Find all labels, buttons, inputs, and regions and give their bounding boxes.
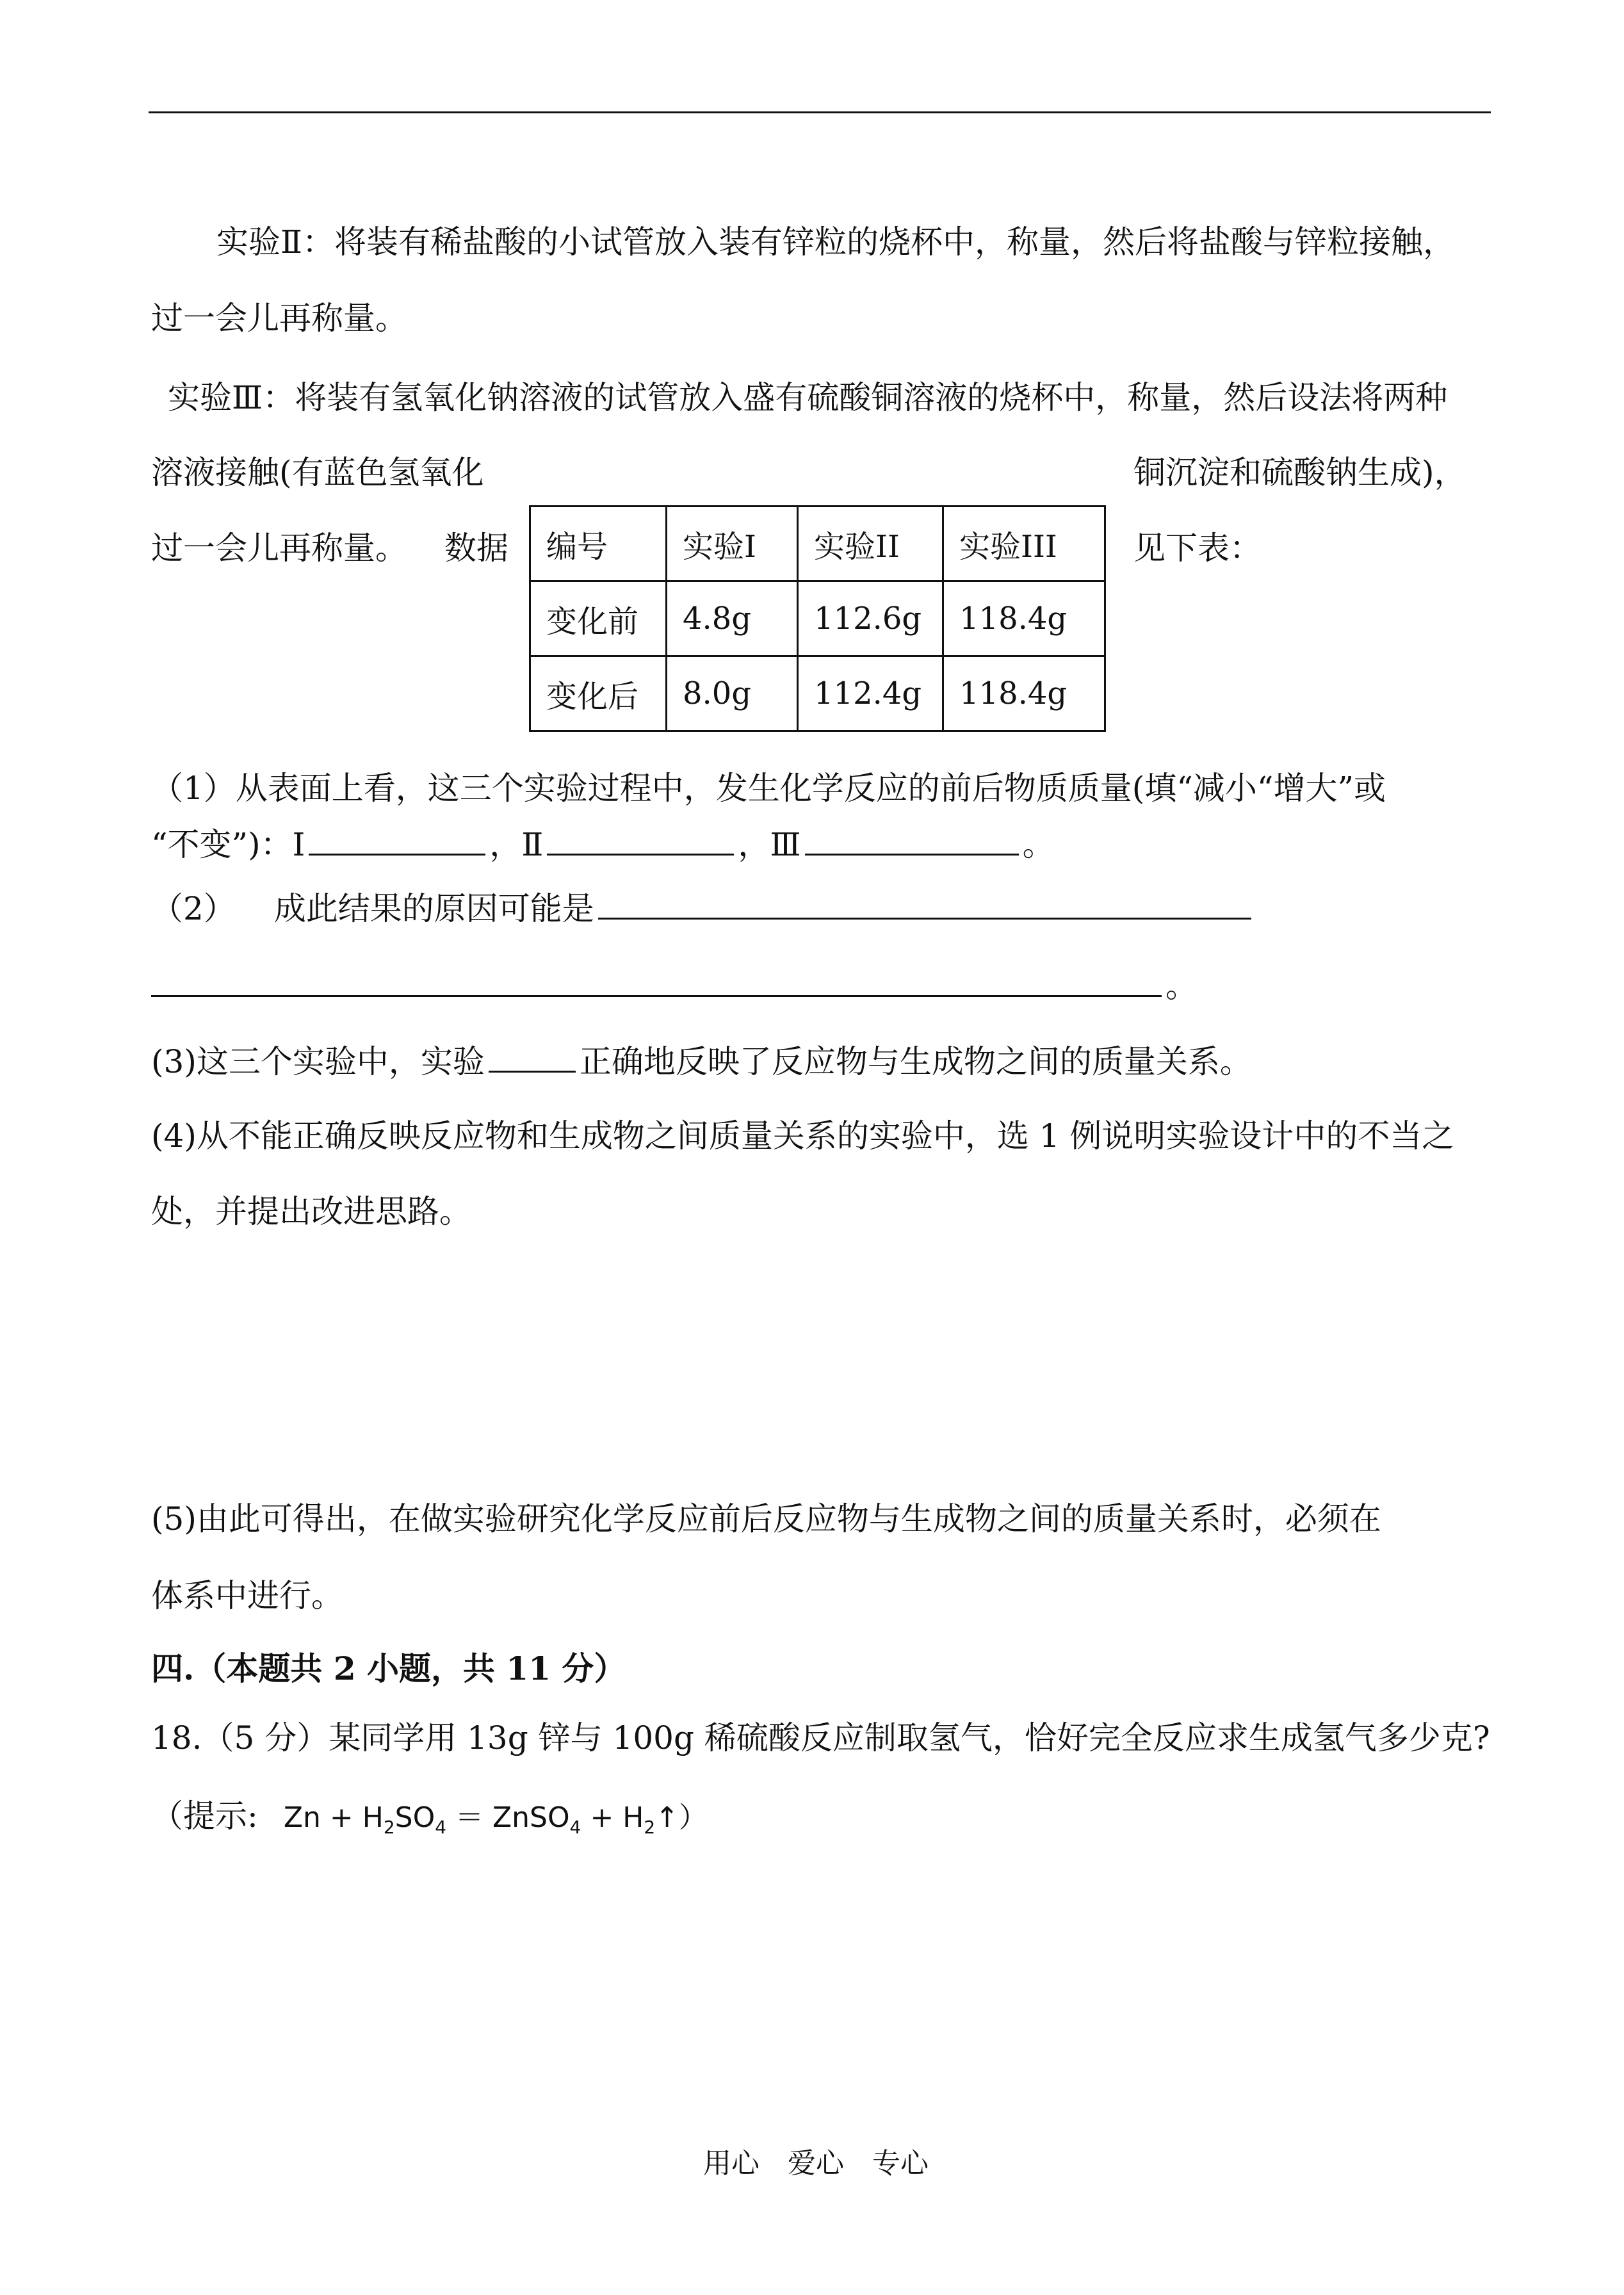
table-header-cell: 实验ⅠⅠ — [798, 507, 943, 581]
exp3-line1: 实验Ⅲ：将装有氢氧化钠溶液的试管放入盛有硫酸铜溶液的烧杯中，称量，然后设法将两种 — [168, 379, 1448, 416]
table-row — [530, 581, 1105, 656]
q3-line — [151, 1042, 1252, 1081]
q1-end-mark: 。 — [1022, 826, 1055, 863]
q2-line1 — [151, 889, 1255, 928]
q1-line1: （1）从表面上看，这三个实验过程中，发生化学反应的前后物质质量(填“减小“增大”或 — [151, 770, 1386, 807]
page-footer: 用心 爱心 专心 — [703, 2147, 929, 2180]
eq-part: ↑） — [655, 1801, 708, 1834]
table-cell: 变化前 — [530, 581, 667, 656]
chemical-equation — [283, 1801, 708, 1838]
eq-part: SO — [394, 1801, 435, 1834]
table-header-cell: 实验Ⅰ — [667, 507, 798, 581]
q1-label-ii: ，Ⅱ — [489, 826, 544, 863]
table-cell: 112.4g — [798, 656, 943, 731]
answer-blank-reason-1[interactable] — [598, 889, 1251, 920]
table-header-cell: 编号 — [530, 507, 667, 581]
table-cell: 112.6g — [798, 581, 943, 656]
q4-line2: 处，并提出改进思路。 — [151, 1193, 471, 1230]
section-4-title: 四.（本题共 2 小题，共 11 分） — [151, 1650, 626, 1687]
table-row — [530, 656, 1105, 731]
exp3-line3-mid: 数据 — [444, 530, 508, 567]
q18-line1: 18.（5 分）某同学用 13g 锌与 100g 稀硫酸反应制取氢气，恰好完全反应求生成氢气多少克? — [151, 1719, 1490, 1756]
eq-part: Zn + H — [283, 1801, 384, 1834]
table-header-row — [530, 507, 1105, 581]
answer-blank-ii[interactable] — [547, 825, 734, 856]
answer-blank-iii[interactable] — [805, 825, 1019, 856]
eq-part: ＝ ZnSO — [446, 1801, 570, 1834]
exp3-line2-right: 铜沉淀和硫酸钠生成)， — [1133, 454, 1466, 491]
eq-subscript: 2 — [383, 1816, 395, 1838]
table-cell: 变化后 — [530, 656, 667, 731]
q18-hint — [151, 1797, 707, 1847]
q1-label-iii: ，Ⅲ — [738, 826, 801, 863]
answer-blank-reason-2[interactable] — [151, 967, 1162, 997]
exp3-line3-left: 过一会儿再称量。 — [151, 530, 407, 567]
eq-subscript: 2 — [644, 1816, 656, 1838]
table-cell: 118.4g — [943, 656, 1105, 731]
q2-text: 成此结果的原因可能是 — [273, 890, 594, 927]
exp2-line1: 实验Ⅱ：将装有稀盐酸的小试管放入装有锌粒的烧杯中，称量，然后将盐酸与锌粒接触， — [216, 223, 1455, 261]
q3-text-b: 正确地反映了反应物与生成物之间的质量关系。 — [579, 1043, 1252, 1080]
eq-subscript: 4 — [435, 1816, 447, 1838]
q2-line2 — [151, 967, 1198, 1005]
table-header-cell: 实验ⅠⅠⅠ — [943, 507, 1105, 581]
q3-text-a: (3)这三个实验中，实验 — [151, 1043, 485, 1080]
answer-blank-i[interactable] — [309, 825, 485, 856]
table-cell: 8.0g — [667, 656, 798, 731]
q5-line1: (5)由此可得出，在做实验研究化学反应前后反应物与生成物之间的质量关系时，必须在 — [151, 1500, 1381, 1537]
q1-label-i: “不变”)：Ⅰ — [151, 826, 305, 863]
q2-end-mark: 。 — [1165, 968, 1198, 1005]
eq-part: + H — [581, 1801, 644, 1834]
answer-blank-experiment[interactable] — [489, 1042, 576, 1073]
table-cell: 4.8g — [667, 581, 798, 656]
exp3-line2-left: 溶液接触(有蓝色氢氧化 — [151, 454, 484, 491]
exp2-line2: 过一会儿再称量。 — [151, 300, 407, 337]
eq-subscript: 4 — [569, 1816, 581, 1838]
q5-line2: 体系中进行。 — [151, 1577, 343, 1614]
q1-line2 — [151, 825, 1055, 864]
q4-line1: (4)从不能正确反映反应物和生成物之间质量关系的实验中，选 1 例说明实验设计中的不当之 — [151, 1117, 1454, 1155]
table-cell: 118.4g — [943, 581, 1105, 656]
header-rule — [149, 111, 1491, 113]
results-table — [529, 505, 1106, 732]
q18-hint-label: （提示: — [151, 1797, 258, 1835]
q2-label: （2） — [151, 890, 236, 927]
exp3-line3-right: 见下表： — [1133, 530, 1262, 567]
